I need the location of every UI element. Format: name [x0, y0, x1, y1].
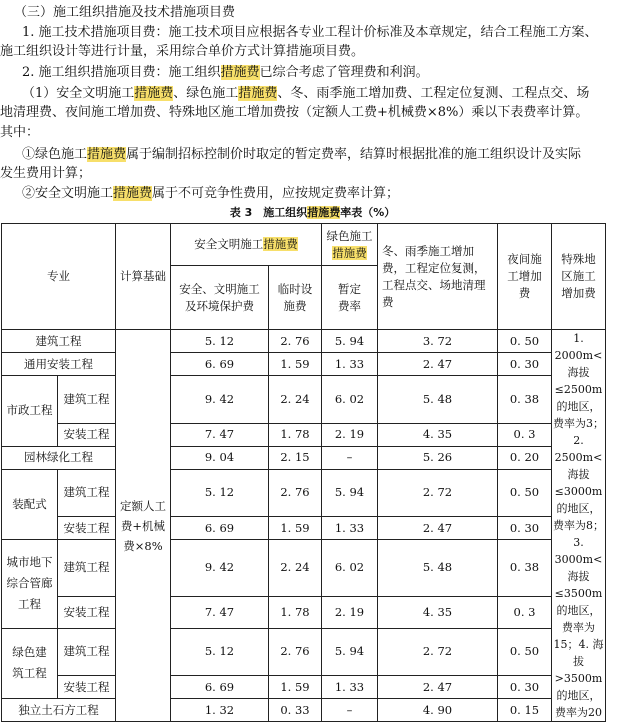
cell-temp: 2. 24	[269, 376, 322, 424]
highlight-term: 措施费	[220, 65, 260, 80]
cell-temp: 2. 76	[269, 330, 322, 353]
header-green-text: 绿色施工	[326, 228, 373, 243]
header-green-sub: 暂定费率	[322, 266, 378, 330]
header-night: 夜间施工增加费	[498, 224, 552, 330]
cell-night: 0. 38	[498, 540, 552, 597]
row-name: 建筑工程	[58, 628, 116, 676]
cell-safety: 5. 12	[171, 330, 269, 353]
special-note: 1. 2000m<海拔≤2500m的地区，费率为3；2. 2500m<海拔≤3000m的地区，费率为8；3. 3000m<海拔≤3500m的地区，费率为15；4. 海拔>3500m的地区，费率为20	[552, 330, 606, 722]
section-heading-text: （三）施工组织措施及技术措施项目费	[14, 5, 236, 20]
table-caption	[0, 204, 625, 220]
paragraph-3-line-1	[0, 84, 625, 103]
cell-green: 6. 02	[322, 376, 378, 424]
cell-green: 1. 33	[322, 353, 378, 376]
table-row	[2, 596, 606, 628]
cell-temp: 2. 76	[269, 628, 322, 676]
cell-temp: 1. 59	[269, 353, 322, 376]
header-winter: 冬、雨季施工增加费，工程定位复测，工程点交、场地清理费	[378, 224, 498, 330]
cell-green: 6. 02	[322, 540, 378, 597]
table-row	[2, 540, 606, 597]
cell-safety: 6. 69	[171, 353, 269, 376]
cell-temp: 2. 76	[269, 469, 322, 517]
cell-winter: 2. 47	[378, 353, 498, 376]
paragraph-3-line-3	[0, 123, 625, 142]
cell-temp: 1. 59	[269, 676, 322, 699]
caption-pre: 表 3 施工组织	[229, 206, 308, 219]
table-row	[2, 353, 606, 376]
cell-safety: 6. 69	[171, 517, 269, 540]
row-name: 安装工程	[58, 676, 116, 699]
cell-green: 5. 94	[322, 330, 378, 353]
paragraph-1-text-b: 施工组织设计等进行计量，采用综合单价方式计算措施项目费。	[0, 44, 365, 59]
row-name: 建筑工程	[58, 376, 116, 424]
cell-winter: 5. 48	[378, 376, 498, 424]
cell-safety: 5. 12	[171, 469, 269, 517]
table-row	[2, 446, 606, 469]
paragraph-3-mid-1: 、绿色施工	[173, 86, 239, 101]
cell-night: 0. 3	[498, 596, 552, 628]
row-name: 建筑工程	[2, 330, 116, 353]
cell-winter: 4. 35	[378, 423, 498, 446]
row-name: 安装工程	[58, 517, 116, 540]
row-name: 安装工程	[58, 596, 116, 628]
row-name: 园林绿化工程	[2, 446, 116, 469]
paragraph-1-line-2	[0, 42, 625, 61]
cell-safety: 9. 42	[171, 376, 269, 424]
paragraph-2	[0, 63, 625, 82]
cell-temp: 1. 78	[269, 596, 322, 628]
header-safety-sub-2: 临时设施费	[269, 266, 322, 330]
basis-cell: 定额人工费+机械费×8%	[116, 330, 171, 722]
cell-green: –	[322, 446, 378, 469]
header-safety-highlight: 措施费	[263, 237, 298, 251]
cell-temp: 2. 15	[269, 446, 322, 469]
table-row	[2, 330, 606, 353]
highlight-term: 措施费	[87, 147, 127, 162]
header-row-1	[2, 224, 606, 266]
paragraph-4-line-1	[0, 145, 625, 164]
header-safety	[171, 224, 322, 266]
row-name: 通用安装工程	[2, 353, 116, 376]
paragraph-3-line-2	[0, 103, 625, 122]
table-row	[2, 423, 606, 446]
highlight-term: 措施费	[113, 186, 153, 201]
cell-safety: 9. 04	[171, 446, 269, 469]
paragraph-4-pre: ①绿色施工	[22, 147, 88, 162]
cell-temp: 1. 59	[269, 517, 322, 540]
paragraph-4-line-2	[0, 164, 625, 183]
cell-green: 2. 19	[322, 596, 378, 628]
group-utility: 城市地下综合管廊工程	[2, 540, 58, 629]
cell-night: 0. 3	[498, 423, 552, 446]
cell-safety: 7. 47	[171, 596, 269, 628]
group-municipal: 市政工程	[2, 376, 58, 447]
paragraph-3-text-b: 地清理费、夜间施工增加费、特殊地区施工增加费按（定额人工费+机械费×8%）乘以下表费率计算。	[0, 105, 589, 120]
caption-post: 率表（%）	[340, 206, 396, 219]
paragraph-3-pre: （1）安全文明施工	[22, 86, 135, 101]
header-major: 专业	[2, 224, 116, 330]
paragraph-1-text-a: 1. 施工技术措施项目费：施工技术项目应根据各专业工程计价标准及本章规定，结合工程施工方案、	[22, 25, 598, 40]
group-prefab: 装配式	[2, 469, 58, 540]
cell-night: 0. 20	[498, 446, 552, 469]
row-name: 建筑工程	[58, 469, 116, 517]
header-safety-sub-1: 安全、文明施工及环境保护费	[171, 266, 269, 330]
cell-temp: 2. 24	[269, 540, 322, 597]
paragraph-3-mid-2: 、冬、雨季施工增加费、工程定位复测、工程点交、场	[277, 86, 590, 101]
caption-highlight: 措施费	[307, 206, 341, 219]
paragraph-3-text-c: 其中：	[0, 125, 40, 140]
cell-safety: 7. 47	[171, 423, 269, 446]
cell-winter: 5. 26	[378, 446, 498, 469]
header-special: 特殊地区施工增加费	[552, 224, 606, 330]
table-row	[2, 676, 606, 699]
cell-winter: 5. 48	[378, 540, 498, 597]
cell-winter: 3. 72	[378, 330, 498, 353]
paragraph-5	[0, 184, 625, 203]
paragraph-2-pre: 2. 施工组织措施项目费：施工组织	[22, 65, 221, 80]
cell-green: –	[322, 699, 378, 722]
table-row	[2, 628, 606, 676]
row-name: 独立土石方工程	[2, 699, 116, 722]
cell-temp: 1. 78	[269, 423, 322, 446]
header-safety-text: 安全文明施工	[194, 237, 264, 251]
cell-green: 2. 19	[322, 423, 378, 446]
cell-night: 0. 38	[498, 376, 552, 424]
cell-winter: 2. 47	[378, 676, 498, 699]
cell-night: 0. 50	[498, 469, 552, 517]
header-green-highlight: 措施费	[332, 245, 367, 260]
header-green	[322, 224, 378, 266]
paragraph-1-line-1	[0, 23, 625, 42]
cell-green: 5. 94	[322, 469, 378, 517]
cell-night: 0. 15	[498, 699, 552, 722]
cell-night: 0. 50	[498, 330, 552, 353]
highlight-term: 措施费	[134, 86, 174, 101]
cell-green: 5. 94	[322, 628, 378, 676]
cell-night: 0. 50	[498, 628, 552, 676]
table-row	[2, 517, 606, 540]
cell-safety: 1. 32	[171, 699, 269, 722]
cell-night: 0. 30	[498, 676, 552, 699]
cell-winter: 4. 35	[378, 596, 498, 628]
cell-winter: 4. 90	[378, 699, 498, 722]
cell-night: 0. 30	[498, 353, 552, 376]
cell-winter: 2. 47	[378, 517, 498, 540]
cell-temp: 0. 33	[269, 699, 322, 722]
paragraph-2-post: 已综合考虑了管理费和利润。	[259, 65, 429, 80]
table-row	[2, 469, 606, 517]
paragraph-5-post: 属于不可竞争性费用，应按规定费率计算；	[152, 186, 400, 201]
group-green-building: 绿色建筑工程	[2, 628, 58, 699]
table-row	[2, 376, 606, 424]
row-name: 安装工程	[58, 423, 116, 446]
cell-safety: 9. 42	[171, 540, 269, 597]
cell-safety: 6. 69	[171, 676, 269, 699]
table-row	[2, 699, 606, 722]
header-basis: 计算基础	[116, 224, 171, 330]
cell-winter: 2. 72	[378, 628, 498, 676]
paragraph-4-text-b: 发生费用计算；	[0, 166, 92, 181]
paragraph-5-pre: ②安全文明施工	[22, 186, 114, 201]
cell-green: 1. 33	[322, 676, 378, 699]
cell-safety: 5. 12	[171, 628, 269, 676]
rate-table	[1, 223, 606, 722]
section-heading	[0, 3, 625, 22]
cell-night: 0. 30	[498, 517, 552, 540]
row-name: 建筑工程	[58, 540, 116, 597]
cell-green: 1. 33	[322, 517, 378, 540]
highlight-term: 措施费	[238, 86, 278, 101]
cell-winter: 2. 72	[378, 469, 498, 517]
paragraph-4-post: 属于编制招标控制价时取定的暂定费率，结算时根据批准的施工组织设计及实际	[126, 147, 582, 162]
